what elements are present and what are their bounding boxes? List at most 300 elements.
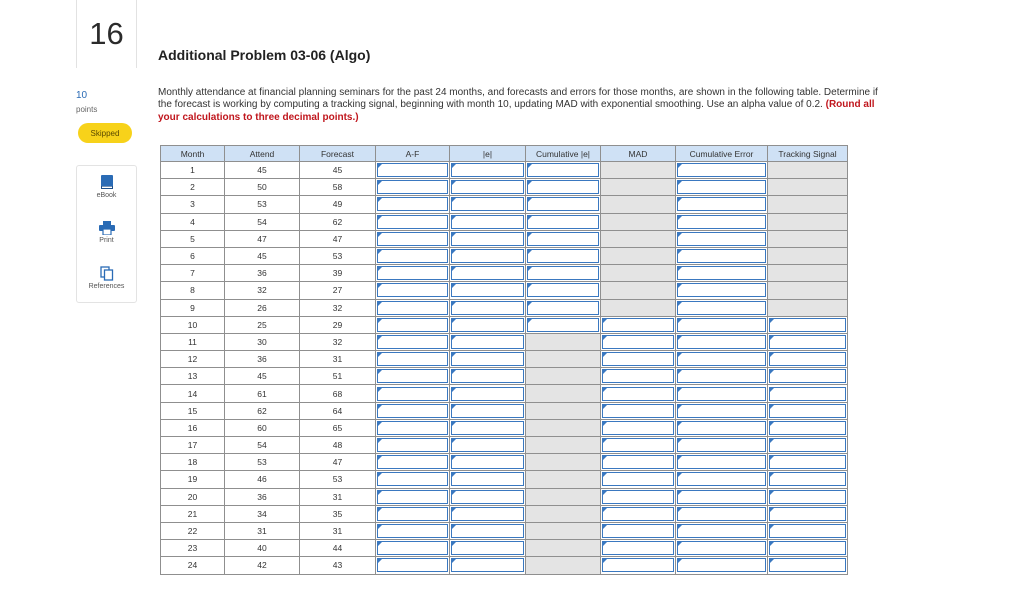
cell-mad-input (601, 488, 676, 505)
cell-tracking-signal-input (768, 505, 848, 522)
table-row (161, 179, 848, 196)
ebook-button[interactable] (77, 174, 136, 199)
tracking-signal-input[interactable] (769, 472, 846, 486)
a-minus-f-input[interactable] (377, 215, 448, 229)
mad-input[interactable] (602, 472, 674, 486)
cell-abs-error-input (450, 454, 526, 471)
abs-error-input[interactable] (451, 352, 524, 366)
cumulative-error-input[interactable] (677, 387, 766, 401)
abs-error-input[interactable] (451, 472, 524, 486)
disabled-cell (526, 437, 601, 454)
cell-a-minus-f-input (376, 351, 450, 368)
cumulative-abs-error-input[interactable] (527, 249, 599, 263)
mad-input[interactable] (602, 387, 674, 401)
cell-cumulative-abs-error-input (526, 247, 601, 264)
cell-forecast: 35 (300, 505, 376, 522)
data-table (160, 145, 848, 575)
mad-input[interactable] (602, 352, 674, 366)
cell-forecast: 62 (300, 213, 376, 230)
table-row (161, 265, 848, 282)
abs-error-input[interactable] (451, 558, 524, 572)
cell-abs-error-input (450, 385, 526, 402)
a-minus-f-input[interactable] (377, 541, 448, 555)
cell-a-minus-f-input (376, 333, 450, 350)
a-minus-f-input[interactable] (377, 283, 448, 297)
abs-error-input[interactable] (451, 249, 524, 263)
cell-abs-error-input (450, 471, 526, 488)
cell-month: 7 (161, 265, 225, 282)
cell-a-minus-f-input (376, 179, 450, 196)
cell-forecast: 48 (300, 437, 376, 454)
disabled-cell (768, 179, 848, 196)
ebook-label: eBook (96, 192, 117, 199)
cell-cumulative-error-input (676, 522, 768, 539)
disabled-cell (768, 299, 848, 316)
cumulative-error-input[interactable] (677, 541, 766, 555)
references-icon (100, 266, 114, 281)
cumulative-abs-error-input[interactable] (527, 232, 599, 246)
cell-forecast: 29 (300, 316, 376, 333)
cell-forecast: 31 (300, 488, 376, 505)
cumulative-error-input[interactable] (677, 301, 766, 315)
cell-cumulative-abs-error-input (526, 179, 601, 196)
cell-a-minus-f-input (376, 557, 450, 574)
tracking-signal-input[interactable] (769, 438, 846, 452)
cell-forecast: 64 (300, 402, 376, 419)
disabled-cell (526, 385, 601, 402)
column-header: Month (161, 146, 225, 162)
a-minus-f-input[interactable] (377, 369, 448, 383)
cell-abs-error-input (450, 333, 526, 350)
table-row (161, 522, 848, 539)
a-minus-f-input[interactable] (377, 524, 448, 538)
a-minus-f-input[interactable] (377, 163, 448, 177)
cumulative-error-input[interactable] (677, 163, 766, 177)
question-title: Additional Problem 03-06 (Algo) (158, 47, 371, 63)
cumulative-error-input[interactable] (677, 266, 766, 280)
cumulative-error-input[interactable] (677, 197, 766, 211)
cell-attend: 53 (225, 454, 300, 471)
cumulative-abs-error-input[interactable] (527, 163, 599, 177)
cumulative-abs-error-input[interactable] (527, 215, 599, 229)
cell-month: 13 (161, 368, 225, 385)
cumulative-error-input[interactable] (677, 472, 766, 486)
cell-cumulative-error-input (676, 385, 768, 402)
cell-cumulative-error-input (676, 351, 768, 368)
cell-tracking-signal-input (768, 402, 848, 419)
cell-abs-error-input (450, 213, 526, 230)
abs-error-input[interactable] (451, 283, 524, 297)
tracking-signal-input[interactable] (769, 507, 846, 521)
cell-abs-error-input (450, 437, 526, 454)
cell-abs-error-input (450, 540, 526, 557)
tracking-signal-input[interactable] (769, 387, 846, 401)
cell-a-minus-f-input (376, 368, 450, 385)
cell-cumulative-error-input (676, 368, 768, 385)
cell-attend: 31 (225, 522, 300, 539)
cell-tracking-signal-input (768, 540, 848, 557)
book-icon (100, 174, 114, 190)
column-header: A-F (376, 146, 450, 162)
cumulative-error-input[interactable] (677, 318, 766, 332)
table-row (161, 368, 848, 385)
cell-a-minus-f-input (376, 488, 450, 505)
cell-a-minus-f-input (376, 316, 450, 333)
cell-forecast: 53 (300, 247, 376, 264)
cell-attend: 45 (225, 247, 300, 264)
points-block (76, 90, 134, 114)
a-minus-f-input[interactable] (377, 266, 448, 280)
mad-input[interactable] (602, 507, 674, 521)
table-row (161, 162, 848, 179)
cell-mad-input (601, 454, 676, 471)
table-row (161, 213, 848, 230)
abs-error-input[interactable] (451, 421, 524, 435)
cell-a-minus-f-input (376, 162, 450, 179)
cumulative-error-input[interactable] (677, 438, 766, 452)
mad-input[interactable] (602, 490, 674, 504)
cell-cumulative-abs-error-input (526, 162, 601, 179)
cumulative-error-input[interactable] (677, 524, 766, 538)
a-minus-f-input[interactable] (377, 472, 448, 486)
cell-cumulative-error-input (676, 299, 768, 316)
cell-month: 16 (161, 419, 225, 436)
cumulative-abs-error-input[interactable] (527, 301, 599, 315)
cell-attend: 26 (225, 299, 300, 316)
mad-input[interactable] (602, 318, 674, 332)
cumulative-error-input[interactable] (677, 455, 766, 469)
cell-month: 9 (161, 299, 225, 316)
cell-abs-error-input (450, 265, 526, 282)
cell-a-minus-f-input (376, 213, 450, 230)
disabled-cell (768, 265, 848, 282)
cell-attend: 45 (225, 162, 300, 179)
abs-error-input[interactable] (451, 507, 524, 521)
cell-attend: 36 (225, 265, 300, 282)
cell-forecast: 44 (300, 540, 376, 557)
cell-a-minus-f-input (376, 540, 450, 557)
cell-attend: 36 (225, 351, 300, 368)
cell-abs-error-input (450, 299, 526, 316)
cell-attend: 53 (225, 196, 300, 213)
disabled-cell (526, 488, 601, 505)
cell-month: 23 (161, 540, 225, 557)
cumulative-error-input[interactable] (677, 249, 766, 263)
table-row (161, 282, 848, 299)
disabled-cell (526, 522, 601, 539)
cumulative-abs-error-input[interactable] (527, 197, 599, 211)
mad-input[interactable] (602, 455, 674, 469)
abs-error-input[interactable] (451, 197, 524, 211)
cell-mad-input (601, 402, 676, 419)
cell-forecast: 45 (300, 162, 376, 179)
tracking-signal-input[interactable] (769, 490, 846, 504)
mad-input[interactable] (602, 369, 674, 383)
cell-forecast: 53 (300, 471, 376, 488)
cell-a-minus-f-input (376, 247, 450, 264)
disabled-cell (768, 247, 848, 264)
cell-a-minus-f-input (376, 419, 450, 436)
table-row (161, 437, 848, 454)
disabled-cell (526, 351, 601, 368)
cell-a-minus-f-input (376, 385, 450, 402)
cell-a-minus-f-input (376, 454, 450, 471)
cell-abs-error-input (450, 368, 526, 385)
tracking-signal-input[interactable] (769, 318, 846, 332)
cell-cumulative-error-input (676, 196, 768, 213)
cell-attend: 60 (225, 419, 300, 436)
cell-month: 24 (161, 557, 225, 574)
tracking-signal-input[interactable] (769, 352, 846, 366)
cell-month: 12 (161, 351, 225, 368)
print-label: Print (99, 237, 114, 244)
cell-forecast: 58 (300, 179, 376, 196)
cell-tracking-signal-input (768, 316, 848, 333)
mad-input[interactable] (602, 524, 674, 538)
table-row (161, 557, 848, 574)
table-row (161, 351, 848, 368)
cell-forecast: 47 (300, 230, 376, 247)
cell-month: 4 (161, 213, 225, 230)
cell-abs-error-input (450, 179, 526, 196)
cell-cumulative-abs-error-input (526, 230, 601, 247)
tracking-signal-input[interactable] (769, 421, 846, 435)
cell-cumulative-error-input (676, 282, 768, 299)
cell-forecast: 43 (300, 557, 376, 574)
disabled-cell (601, 196, 676, 213)
status-badge: Skipped (78, 123, 132, 143)
tracking-signal-input[interactable] (769, 455, 846, 469)
cell-abs-error-input (450, 162, 526, 179)
cell-cumulative-error-input (676, 454, 768, 471)
table-row (161, 505, 848, 522)
cell-tracking-signal-input (768, 385, 848, 402)
cell-abs-error-input (450, 282, 526, 299)
cell-attend: 42 (225, 557, 300, 574)
cumulative-error-input[interactable] (677, 490, 766, 504)
abs-error-input[interactable] (451, 180, 524, 194)
cell-mad-input (601, 316, 676, 333)
cell-month: 1 (161, 162, 225, 179)
abs-error-input[interactable] (451, 455, 524, 469)
mad-input[interactable] (602, 438, 674, 452)
a-minus-f-input[interactable] (377, 352, 448, 366)
disabled-cell (601, 299, 676, 316)
cell-cumulative-abs-error-input (526, 282, 601, 299)
cell-month: 11 (161, 333, 225, 350)
cell-forecast: 51 (300, 368, 376, 385)
mad-input[interactable] (602, 541, 674, 555)
table-row (161, 299, 848, 316)
cell-mad-input (601, 419, 676, 436)
cell-a-minus-f-input (376, 230, 450, 247)
cell-abs-error-input (450, 351, 526, 368)
abs-error-input[interactable] (451, 301, 524, 315)
cell-attend: 40 (225, 540, 300, 557)
abs-error-input[interactable] (451, 266, 524, 280)
cell-mad-input (601, 522, 676, 539)
cumulative-error-input[interactable] (677, 558, 766, 572)
cumulative-error-input[interactable] (677, 283, 766, 297)
cumulative-error-input[interactable] (677, 232, 766, 246)
tools-panel (76, 165, 137, 303)
a-minus-f-input[interactable] (377, 438, 448, 452)
disabled-cell (768, 162, 848, 179)
a-minus-f-input[interactable] (377, 197, 448, 211)
cumulative-error-input[interactable] (677, 215, 766, 229)
cell-abs-error-input (450, 522, 526, 539)
cell-cumulative-error-input (676, 213, 768, 230)
cell-cumulative-error-input (676, 247, 768, 264)
cell-month: 6 (161, 247, 225, 264)
cell-tracking-signal-input (768, 419, 848, 436)
table-row (161, 196, 848, 213)
cell-tracking-signal-input (768, 454, 848, 471)
cumulative-error-input[interactable] (677, 369, 766, 383)
a-minus-f-input[interactable] (377, 490, 448, 504)
abs-error-input[interactable] (451, 232, 524, 246)
table-row (161, 385, 848, 402)
cell-attend: 47 (225, 230, 300, 247)
cell-cumulative-error-input (676, 230, 768, 247)
cell-cumulative-error-input (676, 437, 768, 454)
tracking-signal-input[interactable] (769, 558, 846, 572)
cell-attend: 54 (225, 213, 300, 230)
print-button[interactable] (77, 221, 136, 244)
a-minus-f-input[interactable] (377, 232, 448, 246)
printer-icon (99, 221, 115, 235)
cell-mad-input (601, 333, 676, 350)
cell-tracking-signal-input (768, 488, 848, 505)
cell-forecast: 39 (300, 265, 376, 282)
references-label: References (88, 283, 125, 290)
cell-attend: 25 (225, 316, 300, 333)
mad-input[interactable] (602, 421, 674, 435)
cell-tracking-signal-input (768, 471, 848, 488)
cumulative-error-input[interactable] (677, 404, 766, 418)
cumulative-abs-error-input[interactable] (527, 266, 599, 280)
a-minus-f-input[interactable] (377, 249, 448, 263)
cell-forecast: 47 (300, 454, 376, 471)
abs-error-input[interactable] (451, 369, 524, 383)
a-minus-f-input[interactable] (377, 421, 448, 435)
a-minus-f-input[interactable] (377, 180, 448, 194)
cell-attend: 61 (225, 385, 300, 402)
disabled-cell (526, 368, 601, 385)
abs-error-input[interactable] (451, 490, 524, 504)
cell-forecast: 27 (300, 282, 376, 299)
cell-abs-error-input (450, 316, 526, 333)
cell-cumulative-error-input (676, 333, 768, 350)
tracking-signal-input[interactable] (769, 404, 846, 418)
cumulative-error-input[interactable] (677, 335, 766, 349)
abs-error-input[interactable] (451, 318, 524, 332)
disabled-cell (601, 282, 676, 299)
cell-a-minus-f-input (376, 471, 450, 488)
mad-input[interactable] (602, 558, 674, 572)
points-label: points (76, 105, 98, 114)
cumulative-abs-error-input[interactable] (527, 180, 599, 194)
cell-cumulative-error-input (676, 316, 768, 333)
cumulative-error-input[interactable] (677, 352, 766, 366)
a-minus-f-input[interactable] (377, 335, 448, 349)
a-minus-f-input[interactable] (377, 455, 448, 469)
cell-attend: 34 (225, 505, 300, 522)
a-minus-f-input[interactable] (377, 404, 448, 418)
tracking-signal-input[interactable] (769, 369, 846, 383)
cell-month: 10 (161, 316, 225, 333)
cell-month: 8 (161, 282, 225, 299)
disabled-cell (526, 454, 601, 471)
cell-cumulative-error-input (676, 179, 768, 196)
abs-error-input[interactable] (451, 387, 524, 401)
abs-error-input[interactable] (451, 335, 524, 349)
cumulative-error-input[interactable] (677, 421, 766, 435)
abs-error-input[interactable] (451, 163, 524, 177)
cell-tracking-signal-input (768, 368, 848, 385)
disabled-cell (601, 162, 676, 179)
cell-abs-error-input (450, 488, 526, 505)
a-minus-f-input[interactable] (377, 301, 448, 315)
abs-error-input[interactable] (451, 541, 524, 555)
references-button[interactable] (77, 266, 136, 290)
abs-error-input[interactable] (451, 215, 524, 229)
points-value: 10 (76, 90, 88, 101)
disabled-cell (601, 230, 676, 247)
table-row (161, 247, 848, 264)
disabled-cell (768, 230, 848, 247)
cell-a-minus-f-input (376, 265, 450, 282)
mad-input[interactable] (602, 335, 674, 349)
cell-cumulative-error-input (676, 162, 768, 179)
a-minus-f-input[interactable] (377, 387, 448, 401)
cell-cumulative-error-input (676, 557, 768, 574)
mad-input[interactable] (602, 404, 674, 418)
a-minus-f-input[interactable] (377, 318, 448, 332)
cell-mad-input (601, 368, 676, 385)
cell-cumulative-abs-error-input (526, 196, 601, 213)
abs-error-input[interactable] (451, 404, 524, 418)
cell-cumulative-abs-error-input (526, 316, 601, 333)
cell-forecast: 31 (300, 351, 376, 368)
cell-month: 15 (161, 402, 225, 419)
cumulative-abs-error-input[interactable] (527, 283, 599, 297)
tracking-signal-input[interactable] (769, 335, 846, 349)
cell-month: 20 (161, 488, 225, 505)
cell-mad-input (601, 471, 676, 488)
cell-abs-error-input (450, 230, 526, 247)
cell-abs-error-input (450, 196, 526, 213)
cell-month: 19 (161, 471, 225, 488)
table-row (161, 471, 848, 488)
table-row (161, 316, 848, 333)
cell-tracking-signal-input (768, 557, 848, 574)
instructions-text: Monthly attendance at financial planning seminars for the past 24 months, and forecasts and errors for those months, are shown in the following table. Determine if the forecast is working by computing a tracking signal, beginning with month 10, updating MAD with exponential smoothing. Use an alpha value of 0.2. (158, 87, 878, 111)
abs-error-input[interactable] (451, 524, 524, 538)
cell-a-minus-f-input (376, 282, 450, 299)
cumulative-error-input[interactable] (677, 180, 766, 194)
cumulative-abs-error-input[interactable] (527, 318, 599, 332)
tracking-signal-input[interactable] (769, 524, 846, 538)
tracking-signal-input[interactable] (769, 541, 846, 555)
a-minus-f-input[interactable] (377, 507, 448, 521)
instructions (158, 87, 878, 124)
disabled-cell (526, 540, 601, 557)
cumulative-error-input[interactable] (677, 507, 766, 521)
cell-mad-input (601, 557, 676, 574)
a-minus-f-input[interactable] (377, 558, 448, 572)
abs-error-input[interactable] (451, 438, 524, 452)
